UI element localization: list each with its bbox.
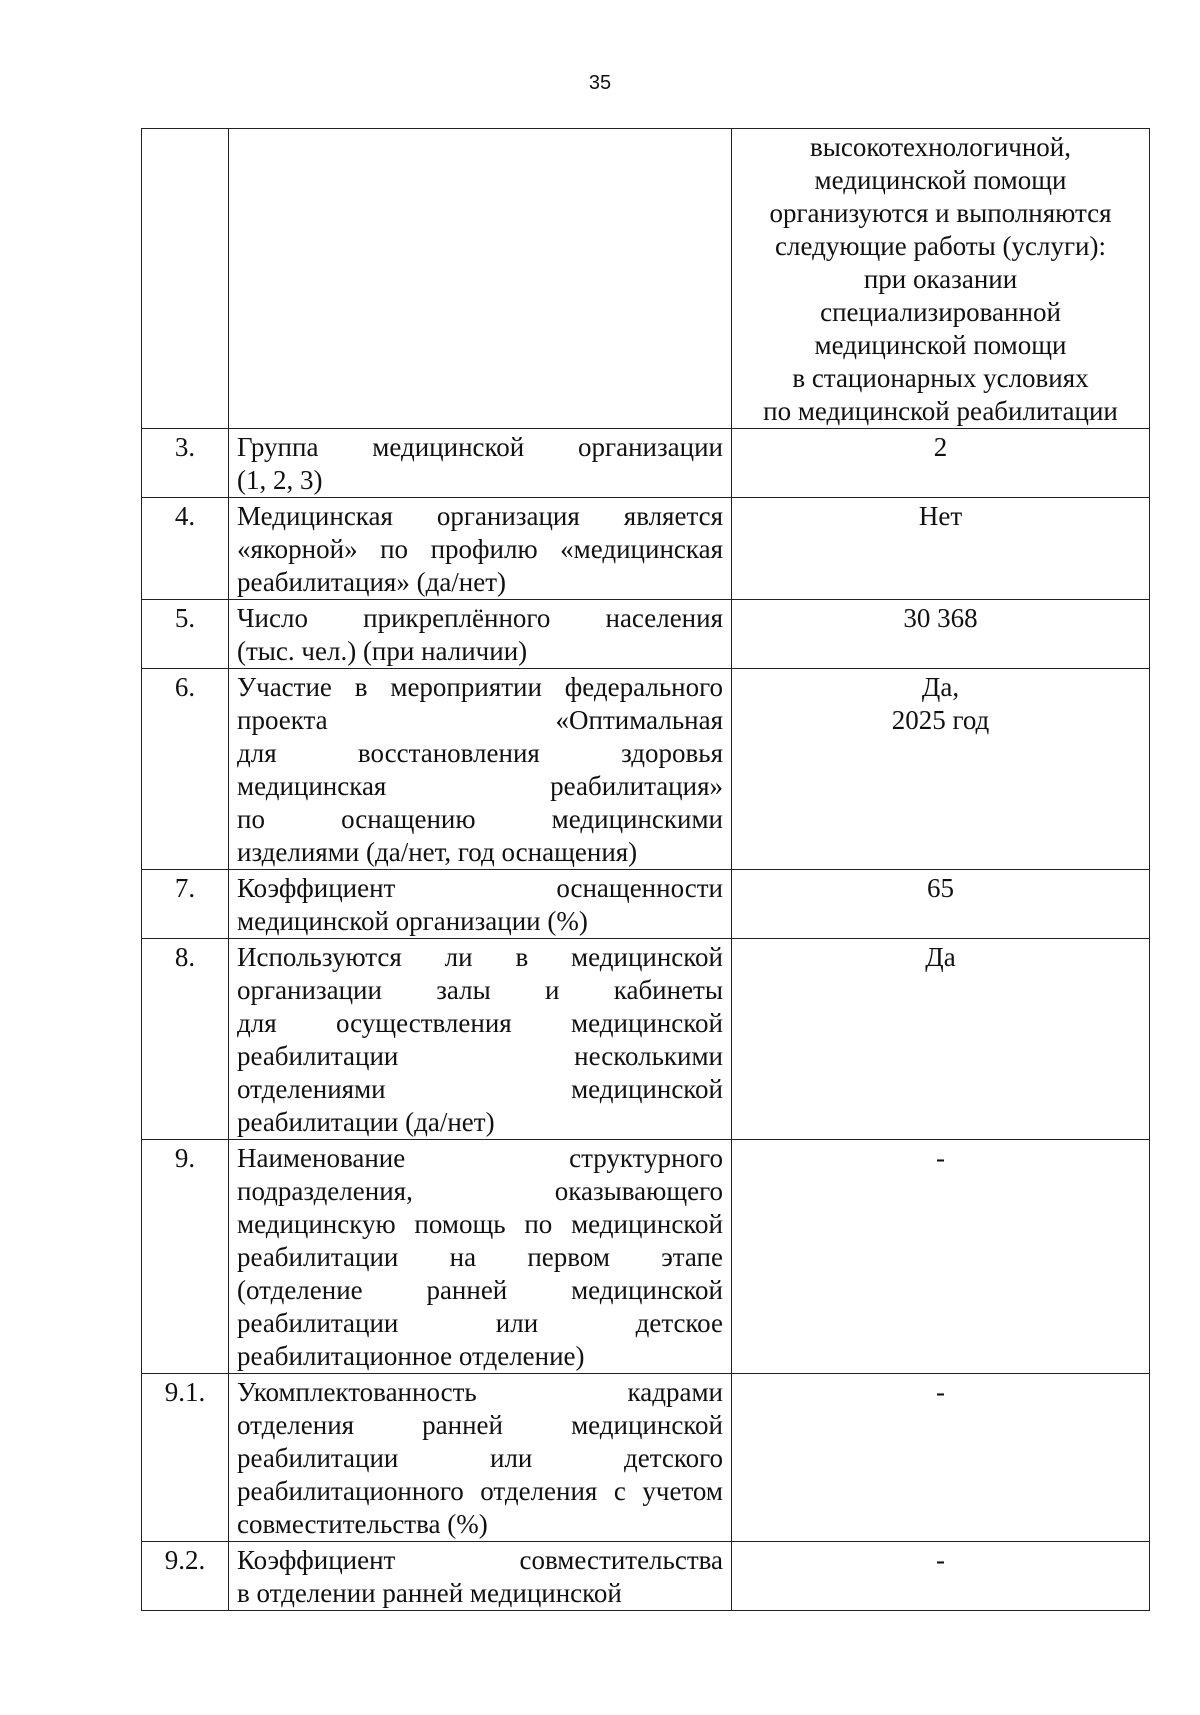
parameter-cell [229,939,732,1140]
value-text-line: медицинской помощи [814,330,1067,360]
parameter-text-line: организации залы и кабинеты [237,975,723,1005]
parameter-text-line: для осуществления медицинской [237,1008,723,1038]
value-text-line: 65 [927,873,954,903]
parameter-text-line: (отделение ранней медицинской [237,1275,723,1305]
parameter-text-line: отделения ранней медицинской [237,1410,723,1440]
value-text-line: 2 [933,432,948,462]
parameter-text-line: Коэффициент оснащенности [237,873,723,903]
parameter-text-line: медицинскую помощь по медицинской [237,1209,723,1239]
parameter-text-line: подразделения, оказывающего [237,1176,723,1206]
parameter-text-line: реабилитации или детское [237,1308,723,1338]
parameter-text-line: в отделении ранней медицинской [237,1578,622,1608]
parameter-text-line: реабилитационного отделения с учетом [237,1476,723,1506]
value-text-line: при оказании [863,264,1018,294]
value-text-line: Да [925,942,956,972]
table-row [142,129,1150,429]
parameter-cell [229,1542,732,1611]
parameter-text-line: для восстановления здоровья [237,738,723,768]
row-number-cell: 5. [142,600,229,669]
parameter-cell [229,870,732,939]
table-row [142,498,1150,600]
value-text-line: высокотехнологичной, [809,132,1071,162]
value-text-line: Да, [921,672,960,702]
table-row [142,1374,1150,1542]
table-body [142,129,1150,1611]
table-row [142,939,1150,1140]
value-text-line: Нет [918,501,963,531]
value-cell [732,939,1150,1140]
row-number-cell: 7. [142,870,229,939]
parameter-text-line: Группа медицинской организации [237,432,723,462]
parameter-cell [229,600,732,669]
value-text-line: медицинской помощи [814,165,1067,195]
parameter-cell [229,1140,732,1374]
table-row [142,1542,1150,1611]
value-text-line: - [936,1377,945,1407]
value-text-line: 2025 год [891,705,990,735]
table-row [142,669,1150,870]
parameter-text-line: Участие в мероприятии федерального [237,672,723,702]
value-cell [732,1140,1150,1374]
table-row [142,870,1150,939]
value-text-line: организуются и выполняются [769,198,1112,228]
row-number-cell [142,129,229,429]
value-cell [732,1542,1150,1611]
table-row [142,1140,1150,1374]
parameter-text-line: Укомплектованность кадрами [237,1377,723,1407]
value-cell [732,669,1150,870]
value-text-line: специализированной [820,297,1061,327]
value-text-line: 30 368 [903,603,978,633]
parameter-text-line: Коэффициент совместительства [237,1545,723,1575]
parameter-text-line: (1, 2, 3) [237,465,323,495]
parameter-text-line: (тыс. чел.) (при наличии) [237,636,528,666]
value-text-line: по медицинской реабилитации [763,396,1118,426]
parameter-text-line: реабилитации (да/нет) [237,1107,495,1137]
value-cell [732,600,1150,669]
parameter-cell [229,429,732,498]
parameter-text-line: по оснащению медицинскими [237,804,723,834]
parameter-text-line: изделиями (да/нет, год оснащения) [237,837,638,867]
parameter-text-line: «якорной» по профилю «медицинская [237,534,723,564]
row-number-cell: 8. [142,939,229,1140]
parameter-cell [229,129,732,429]
row-number-cell: 9.2. [142,1542,229,1611]
row-number-cell: 4. [142,498,229,600]
row-number-cell: 3. [142,429,229,498]
table-row [142,600,1150,669]
value-cell [732,1374,1150,1542]
document-table [141,128,1150,1611]
value-text-line: в стационарных условиях [792,363,1089,393]
parameter-text-line: реабилитации или детского [237,1443,723,1473]
parameter-text-line: реабилитация» (да/нет) [237,567,507,597]
value-cell [732,498,1150,600]
parameter-text-line: Используются ли в медицинской [237,942,723,972]
value-text-line: следующие работы (услуги): [775,231,1106,261]
parameter-text-line: проекта «Оптимальная [237,705,723,735]
parameter-text-line: совместительства (%) [237,1509,488,1539]
parameter-text-line: реабилитации на первом этапе [237,1242,723,1272]
parameter-text-line: медицинская реабилитация» [237,771,723,801]
row-number-cell: 9. [142,1140,229,1374]
parameter-text-line: Наименование структурного [237,1143,723,1173]
parameter-text-line: Медицинская организация является [237,501,723,531]
value-cell [732,429,1150,498]
value-text-line: - [936,1143,945,1173]
value-cell [732,870,1150,939]
row-number-cell: 6. [142,669,229,870]
parameter-cell [229,498,732,600]
parameter-cell [229,669,732,870]
row-number-cell: 9.1. [142,1374,229,1542]
value-text-line: - [936,1545,945,1575]
value-cell [732,129,1150,429]
parameter-text-line: реабилитации несколькими [237,1041,723,1071]
parameter-cell [229,1374,732,1542]
page-number: 35 [588,72,612,94]
parameter-text-line: отделениями медицинской [237,1074,723,1104]
table-row [142,429,1150,498]
parameter-text-line: реабилитационное отделение) [237,1341,585,1371]
parameter-text-line: медицинской организации (%) [237,906,588,936]
parameter-text-line: Число прикреплённого населения [237,603,723,633]
